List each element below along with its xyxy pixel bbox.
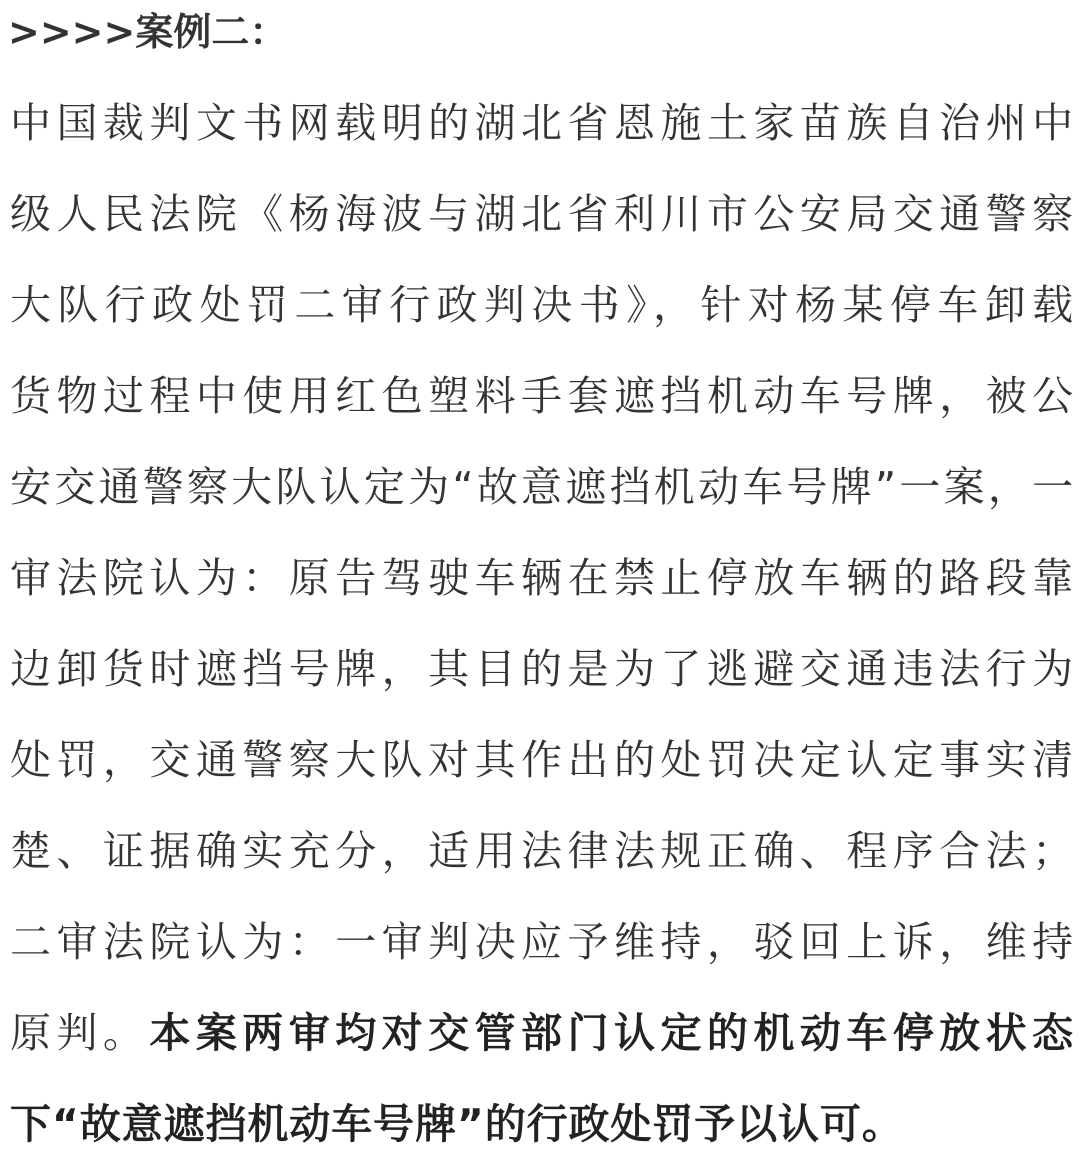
bold-conclusion-segment: 本案两审均对交管部门认定的机动车停放状态 xyxy=(149,1009,1075,1057)
paragraph-line: 安交通警察大队认定为“故意遮挡机动车号牌”一案，一 xyxy=(10,463,1074,511)
paragraph-line: 级人民法院《杨海波与湖北省利川市公安局交通警察 xyxy=(10,190,1074,238)
paragraph-line: 边卸货时遮挡号牌，其目的是为了逃避交通违法行为 xyxy=(10,645,1074,693)
paragraph-line: 中国裁判文书网载明的湖北省恩施土家苗族自治州中 xyxy=(10,99,1074,147)
plain-text-segment: 原判。 xyxy=(10,1009,150,1057)
paragraph-line: 大队行政处罚二审行政判决书》，针对杨某停车卸载 xyxy=(10,281,1074,329)
paragraph-line: 审法院认为：原告驾驶车辆在禁止停放车辆的路段靠 xyxy=(10,554,1074,602)
paragraph-line-mixed xyxy=(10,988,1074,1079)
paragraph-line: 处罚，交通警察大队对其作出的处罚决定认定事实清 xyxy=(10,736,1074,784)
paragraph-line: 货物过程中使用红色塑料手套遮挡机动车号牌，被公 xyxy=(10,372,1074,420)
paragraph-line: 二审法院认为：一审判决应予维持，驳回上诉，维持 xyxy=(10,918,1074,966)
section-heading: >>>>案例二： xyxy=(8,10,288,54)
article-body xyxy=(10,78,1074,1170)
bold-conclusion-line: 下“故意遮挡机动车号牌”的行政处罚予以认可。 xyxy=(10,1100,904,1148)
paragraph-line: 楚、证据确实充分，适用法律法规正确、程序合法； xyxy=(10,827,1074,875)
